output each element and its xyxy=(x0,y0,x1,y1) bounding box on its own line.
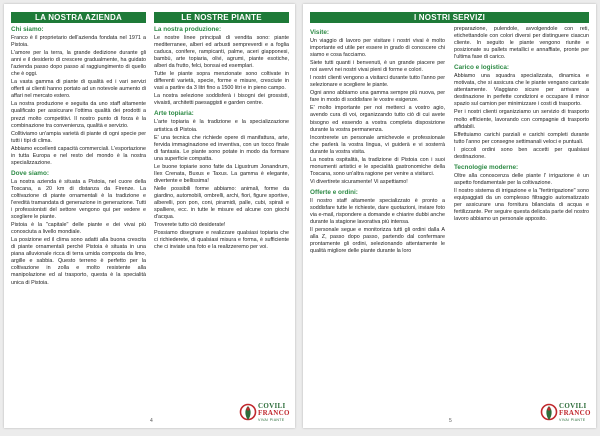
body-paragraph: Possiamo disegnare e realizzare qualsiasi topiaria che ci richiederete, di qualsiasi misura e forma, è sufficiente che ci inviate una foto e la realizzeremo per voi. xyxy=(154,230,289,251)
company-logo xyxy=(540,400,590,426)
column-servizi-2 xyxy=(454,26,589,396)
section-title: Offerte e ordini: xyxy=(310,188,358,196)
column-servizi-1 xyxy=(310,26,445,396)
logo-line1: COVILI xyxy=(258,402,286,410)
body-paragraph: Effettuiamo carichi parziali e carichi completi durante tutto l'anno per consegne settimanali veloci e puntuali. xyxy=(454,131,589,145)
section-title: Dove siamo: xyxy=(11,169,50,177)
body-paragraph: Il nostro sistema di irrigazione e la "fertirrigazione" sono equipaggiati da un complesso filtraggio automatizzato per assicurare una fornitura bilanciata di acqua e fertilizzante. Per seguire questa delicata parte del nostro lavoro abbiamo un personale apposito. xyxy=(454,187,589,223)
body-paragraph: Abbiamo eccellenti capacità commerciali. L'esportazione in tutta Europa e nel resto del mondo è la nostra specializzazione. xyxy=(11,145,146,166)
leaf-flower-logo-icon xyxy=(239,402,257,424)
body-paragraph: Il personale segue e monitorizza tutti gli ordini dalla A alla Z, passo dopo passo, partendo dal confermare prontamente gli ordini, selezionando attentamente le qualità migliore delle piante durante la loro xyxy=(310,227,445,255)
body-paragraph: Il nostro staff altamente specializzato è pronto a soddisfare tutte le richieste, dare quotazioni, inviare foto via e-mail, rispondere a domande e chiarire dubbi anche durante la stagione lavorativa più intensa. xyxy=(310,197,445,226)
section-title: Visite: xyxy=(310,29,330,36)
section-header: LE NOSTRE PIANTE xyxy=(154,12,289,23)
body-paragraph: Ogni anno abbiamo una gamma sempre più nuova, per fare in modo di soddisfare le vostre esigenze. xyxy=(310,90,445,104)
section-title: Tecnologie moderne: xyxy=(454,163,519,171)
column-la-nostra-azienda xyxy=(11,12,146,396)
body-paragraph: Le buone topiarie sono fatte da Ligustrum Jonandrum, Ilex Crenata, Buxus e Taxus. La gamma è elegante, divertente e bellissima! xyxy=(154,163,289,184)
section-title: Chi siamo: xyxy=(11,26,44,33)
body-paragraph: Incontrerete un personale amichevole e professionale che parlerà la vostra lingua, vi guiderà e vi sosterrà durante la vostra visita. xyxy=(310,134,445,155)
section-title: Carico e logistica: xyxy=(454,64,510,72)
section-header: I NOSTRI SERVIZI xyxy=(310,12,589,23)
logo-line1: COVILI xyxy=(559,402,587,410)
body-paragraph: La nostra ospitalità, la tradizione di Pistoia con i suoi monumenti artistici e le specialità gastronomiche della Toscana, sono un'altra ragione per venire a visitarci. xyxy=(310,156,445,177)
logo-name xyxy=(258,403,290,417)
body-paragraph: La nostra selezione soddisferà i bisogni dei grossisti, vivaisti, architetti paesaggisti e garden centre. xyxy=(154,93,289,107)
logo-line2: FRANCO xyxy=(559,409,591,417)
page-footer xyxy=(303,398,596,428)
page-number: 5 xyxy=(449,418,452,424)
section-title: Arte topiaria: xyxy=(154,110,194,118)
body-paragraph: I nostri clienti vengono a visitarci durante tutto l'anno per selezionare e scegliere le piante. xyxy=(310,75,445,89)
right-page xyxy=(303,4,596,428)
body-paragraph: Colltiviamo un'ampia varietà di piante di ogni specie per tutti i tipi di clima. xyxy=(11,130,146,144)
page-number: 4 xyxy=(150,418,153,424)
page-footer xyxy=(4,398,295,428)
body-paragraph: I piccoli ordini sono ben accetti per qualsiasi destinazione. xyxy=(454,146,589,160)
logo-tagline: VIVAI PIANTE xyxy=(258,418,285,422)
company-logo xyxy=(239,400,289,426)
body-paragraph: Oltre alla conoscenza delle piante l' irrigazione è un aspetto fondamentale per la coltivazione. xyxy=(454,172,589,186)
logo-tagline: VIVAI PIANTE xyxy=(559,418,586,422)
body-paragraph: Abbiamo una squadra specializzata, dinamica e motivata, che si assicura che le piante vengano caricate attentamente. Viaggiano sicure per arrivare a destinazione in perfette condizioni e occupare il minor spazio sul camion per minimizzare i costi di trasporto. xyxy=(454,73,589,108)
body-paragraph: L'amore per la terra, la grande dedizione durante gli anni e il desiderio di crescere gradualmente, ha guidato l'azienda passo dopo passo al raggiungimento di quello che è oggi. xyxy=(11,50,146,78)
body-paragraph: Siete tutti quanti i benvenuti, è un grande piacere per noi avervi nei nostri vivai pieni di forme e colori. xyxy=(310,60,445,74)
column-le-nostre-piante xyxy=(154,12,289,396)
body-paragraph: Le nostre linee principali di vendita sono: piante mediterranee, alberi ed arbusti sempreverdi e a foglia caduca, conifere, rampicanti, palme, aceri giapponesi, bambù, arte topiaria, olivi, agrumi, piante esotiche, alberi da frutto, felci, bonsai ed esemplari. xyxy=(154,35,289,70)
body-paragraph: preparazione, pulendole, avvolgendole con reti, etichettandole con colori diversi per distinguere ciascun cliente. In seguito le piante vengono riunite e posizionate su pallets metallici e annaffiate, pronte per l'ultima fase di carico. xyxy=(454,26,589,61)
body-paragraph: E' una tecnica che richiede opere di manifattura, arte, fervida immaginazione ed inventiva, con un tocco finale di fantasia. Le piante sono potate in modo da formare una superficie compatta. xyxy=(154,134,289,162)
body-paragraph: Tutte le piante sopra menzionate sono coltivate in differenti varietà, specie, forme e misure, cresciute in vasi a partire da 3 litri fino a 1500 litri e in pieno campo. xyxy=(154,71,289,92)
left-page xyxy=(4,4,295,428)
logo-name xyxy=(559,403,591,417)
body-paragraph: Un viaggio di lavoro per visitare i nostri vivai è molto importante ed utile per essere in grado di conoscere chi siamo e cosa facciamo. xyxy=(310,38,445,59)
body-paragraph: L'arte topiaria è la tradizione e la specializzazione artistica di Pistoia. xyxy=(154,119,289,133)
section-title: La nostra produzione: xyxy=(154,26,222,33)
body-paragraph: Per i nostri clienti organizziamo un servizio di trasporto molto efficiente, lavorando con compagnie di trasporto affidabili. xyxy=(454,109,589,130)
body-paragraph: La posizione ed il clima sono adatti alla buona crescita di piante ornamentali perché Pistoia è situata in una piana alluvionale ricca di terra umida composta da limo, argille e sabbia. Questo terreno è perfetto per la coltivazione in zolla e molto resistente alla manipolazione ed al trasporto, questa è la specialità unica di Pistoia. xyxy=(11,237,146,286)
body-paragraph: La nostra azienda è situata a Pistoia, nel cuore della Toscana, a 20 km di distanza da Firenze. La coltivazione di piante ornamentali è la tradizione e l'eredità tramandata di generazione in generazione. Tutti i professionisti del settore vengono qui per vedere e scegliere le piante. xyxy=(11,178,146,221)
body-paragraph: La nostra produzione e seguita da uno staff altamente qualificato per assicurare l'ottima qualità dei prodotti a prezzi molto competitivi. Il nostro punto di forza è la combinazione tra convenienza, qualità e servizio. xyxy=(11,101,146,129)
body-paragraph: E' molto importante per noi metterci a vostro agio, avendo cura di voi, organizzando tutto ciò di cui avete bisogno ed essendo a vostra completa disposizione durante la vostra permanenza. xyxy=(310,105,445,133)
body-paragraph: Franco è il proprietario dell'azienda fondata nel 1971 a Pistoia. xyxy=(11,35,146,49)
body-paragraph: Troverete tutto ciò desiderate! xyxy=(154,222,226,229)
leaf-flower-logo-icon xyxy=(540,402,558,424)
body-paragraph: Pistoia è la "capitale" delle piante e dei vivai più conosciuta a livello mondiale. xyxy=(11,222,146,236)
body-paragraph: Nelle possibili forme abbiamo: animali, forme da giardino, automobili, ombrelli, archi, fiori, figure sportive, alberelli, pon pon, coni, piramidi, palle, cubi, spirali e spalliere, ecc. in tutte le misure ed alcune con giochi d'acqua. xyxy=(154,185,289,221)
section-header: LA NOSTRA AZIENDA xyxy=(11,12,146,23)
body-paragraph: La vasta gamma di piante di qualità ed i vari servizi offerti ai clienti hanno portato ad un notevole aumento di affari nel mercato estero. xyxy=(11,79,146,100)
body-paragraph: Vi divertirete sicuramente! Vi aspettiamo! xyxy=(310,178,408,185)
logo-line2: FRANCO xyxy=(258,409,290,417)
